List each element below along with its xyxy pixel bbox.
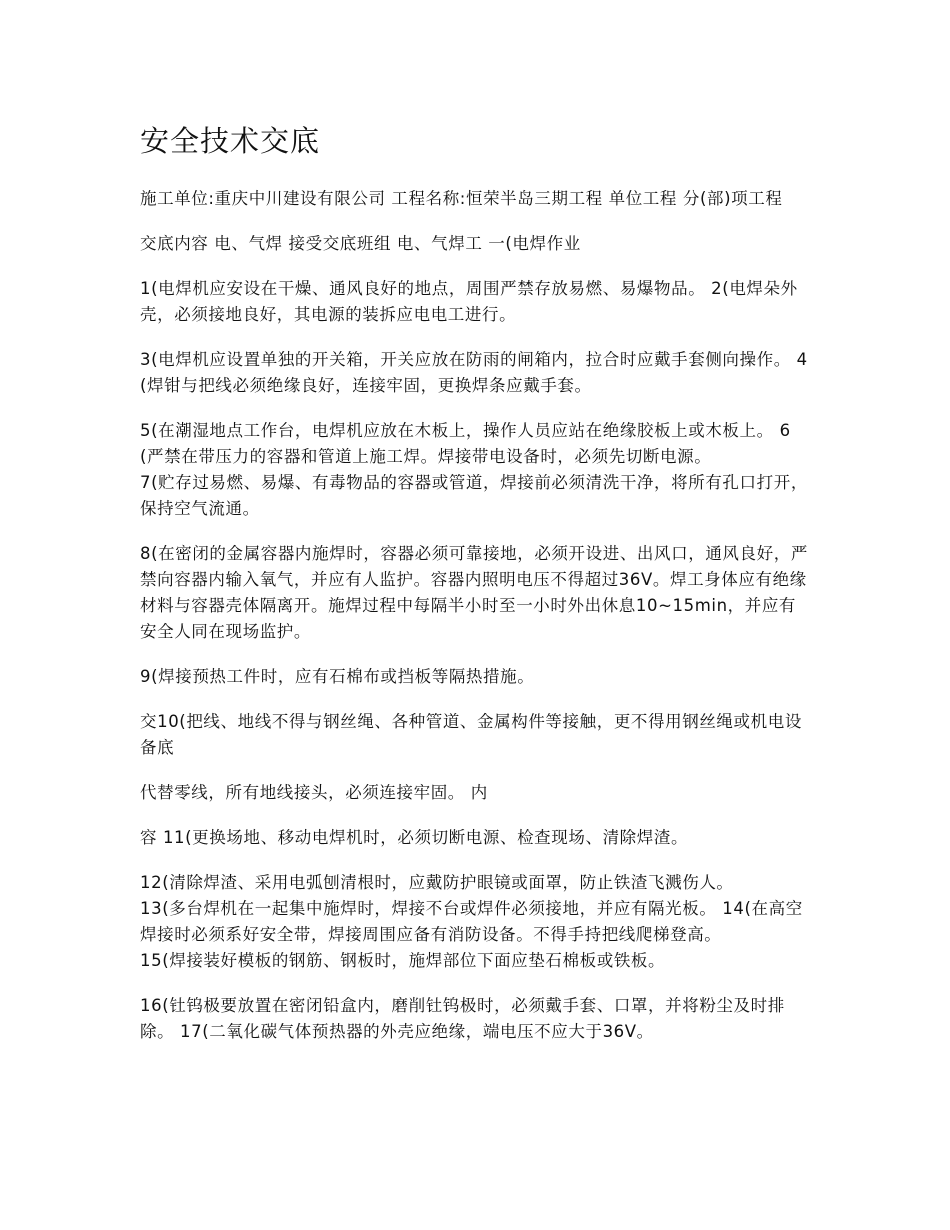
- document-title: 安全技术交底: [140, 124, 321, 158]
- clause-3-4: 3(电焊机应设置单独的开关箱，开关应放在防雨的闸箱内，拉合时应戴手套侧向操作。 4(焊钳与把线必须绝缘良好，连接牢固，更换焊条应戴手套。: [140, 350, 808, 395]
- clause-10: 交10(把线、地线不得与钢丝绳、各种管道、金属构件等接触，更不得用钢丝绳或机电设备底: [140, 712, 802, 757]
- clause-16-17: 16(钍钨极要放置在密闭铅盒内，磨削钍钨极时，必须戴手套、口罩，并将粉尘及时排除。 17(二氧化碳气体预热器的外壳应绝缘，端电压不应大于36V。: [140, 996, 785, 1041]
- clause-5-6: 5(在潮湿地点工作台，电焊机应放在木板上，操作人员应站在绝缘胶板上或木板上。 6(严禁在带压力的容器和管道上施工焊。焊接带电设备时，必须先切断电源。: [140, 421, 791, 466]
- clause-15: 15(焊接装好模板的钢筋、钢板时，施焊部位下面应垫石棉板或铁板。: [140, 951, 666, 970]
- disclosure-header: 交底内容 电、气焊 接受交底班组 电、气焊工 一(电焊作业: [140, 234, 581, 253]
- clause-9: 9(焊接预热工件时，应有石棉布或挡板等隔热措施。: [140, 667, 535, 686]
- clause-1-2: 1(电焊机应安设在干燥、通风良好的地点，周围严禁存放易燃、易爆物品。 2(电焊朵外壳，必须接地良好，其电源的装拆应电电工进行。: [140, 279, 798, 324]
- clause-10-continued: 代替零线，所有地线接头，必须连接牢固。 内: [140, 783, 488, 802]
- clause-7: 7(贮存过易燃、易爆、有毒物品的容器或管道，焊接前必须清洗干净，将所有孔口打开，保持空气流通。: [140, 473, 808, 518]
- document-page: [140, 118, 812, 1064]
- clause-12: 12(清除焊渣、采用电弧刨清根时，应戴防护眼镜或面罩，防止铁渣飞溅伤人。: [140, 873, 734, 892]
- project-info: 施工单位:重庆中川建设有限公司 工程名称:恒荣半岛三期工程 单位工程 分(部)项工程: [140, 189, 783, 208]
- clause-13-14: 13(多台焊机在一起集中施焊时，焊接不台或焊件必须接地，并应有隔光板。 14(在高空焊接时必须系好安全带，焊接周围应备有消防设备。不得手持把线爬梯登高。: [140, 899, 803, 944]
- clause-11: 容 11(更换场地、移动电焊机时，必须切断电源、检查现场、清除焊渣。: [140, 828, 689, 847]
- clause-8: 8(在密闭的金属容器内施焊时，容器必须可靠接地，必须开设进、出风口，通风良好，严禁向容器内输入氧气，并应有人监护。容器内照明电压不得超过36V。焊工身体应有绝缘材料与容器壳体隔离开。施焊过程中每隔半小时至一小时外出休息10~15min，并应有安全人同在现场监护。: [140, 544, 808, 641]
